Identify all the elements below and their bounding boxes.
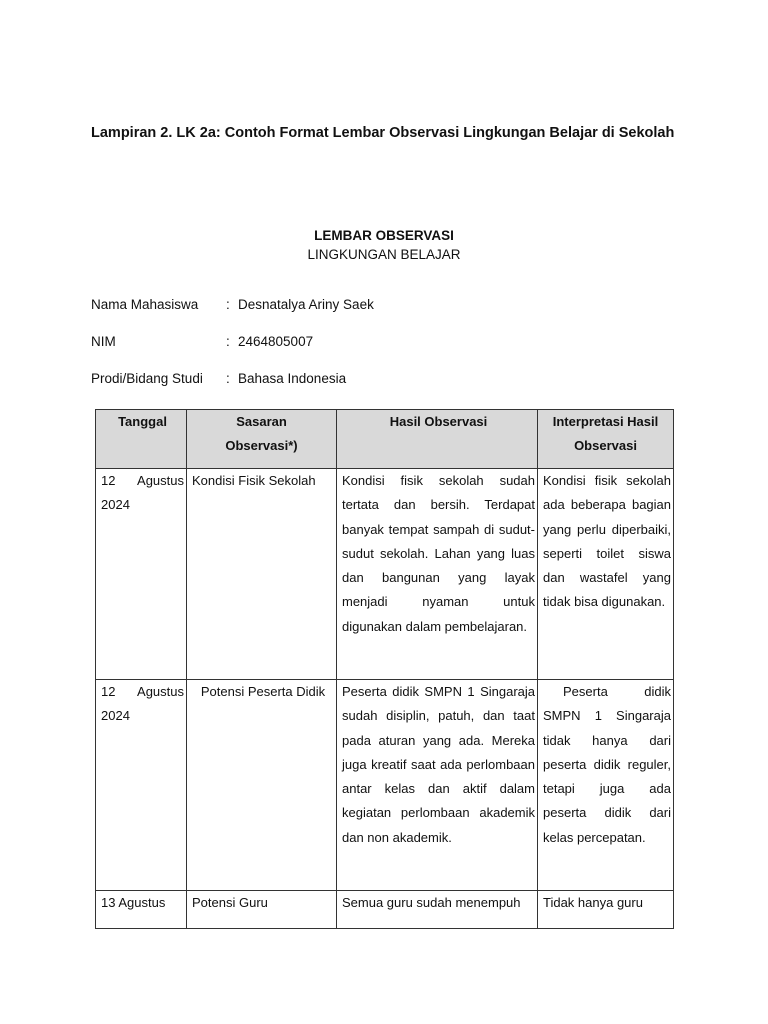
cell-sasaran: Kondisi Fisik Sekolah — [187, 469, 337, 680]
field-separator: : — [226, 297, 230, 312]
cell-tanggal: 12 Agustus 2024 — [96, 680, 187, 891]
field-nama-mahasiswa — [91, 297, 374, 312]
field-prodi — [91, 371, 346, 386]
cell-interpretasi: Tidak hanya guru — [538, 891, 674, 929]
table-row — [96, 891, 674, 929]
header-interpretasi: Interpretasi Hasil Observasi — [538, 410, 674, 469]
cell-interpretasi: Peserta didik SMPN 1 Singaraja tidak hanya dari peserta didik reguler, tetapi juga ada peserta didik dari kelas percepatan. — [538, 680, 674, 891]
form-title: LEMBAR OBSERVASI — [314, 228, 454, 243]
table-row — [96, 469, 674, 680]
field-label: NIM — [91, 334, 116, 349]
header-tanggal: Tanggal — [96, 410, 187, 469]
form-subtitle: LINGKUNGAN BELAJAR — [307, 247, 461, 262]
cell-tanggal: 13 Agustus — [96, 891, 187, 929]
table-header-row — [96, 410, 674, 469]
cell-hasil: Peserta didik SMPN 1 Singaraja sudah disiplin, patuh, dan taat pada aturan yang ada. Mereka juga kreatif saat ada perlombaan antar kelas dan aktif dalam kegiatan perlombaan akademik dan non akademik. — [337, 680, 538, 891]
field-separator: : — [226, 334, 230, 349]
field-value: Bahasa Indonesia — [238, 371, 347, 386]
field-separator: : — [226, 371, 230, 386]
document-heading: Lampiran 2. LK 2a: Contoh Format Lembar Observasi Lingkungan Belajar di Sekolah — [91, 125, 675, 141]
header-hasil: Hasil Observasi — [337, 410, 538, 469]
field-value: Desnatalya Ariny Saek — [238, 297, 374, 312]
cell-hasil: Semua guru sudah menempuh — [337, 891, 538, 929]
field-value: 2464805007 — [238, 334, 314, 349]
field-label: Prodi/Bidang Studi — [91, 371, 203, 386]
table-row — [96, 680, 674, 891]
field-label: Nama Mahasiswa — [91, 297, 199, 312]
cell-sasaran: Potensi Guru — [187, 891, 337, 929]
header-sasaran: Sasaran Observasi*) — [187, 410, 337, 469]
cell-interpretasi: Kondisi fisik sekolah ada beberapa bagian yang perlu diperbaiki, seperti toilet siswa dan wastafel yang tidak bisa digunakan. — [538, 469, 674, 680]
cell-tanggal: 12 Agustus 2024 — [96, 469, 187, 680]
field-nim — [91, 334, 313, 349]
observation-table — [95, 409, 674, 929]
cell-sasaran: Potensi Peserta Didik — [187, 680, 337, 891]
cell-hasil: Kondisi fisik sekolah sudah tertata dan bersih. Terdapat banyak tempat sampah di sudut-sudut sekolah. Lahan yang luas dan bangunan yang layak menjadi nyaman untuk digunakan dalam pembelajaran. — [337, 469, 538, 680]
